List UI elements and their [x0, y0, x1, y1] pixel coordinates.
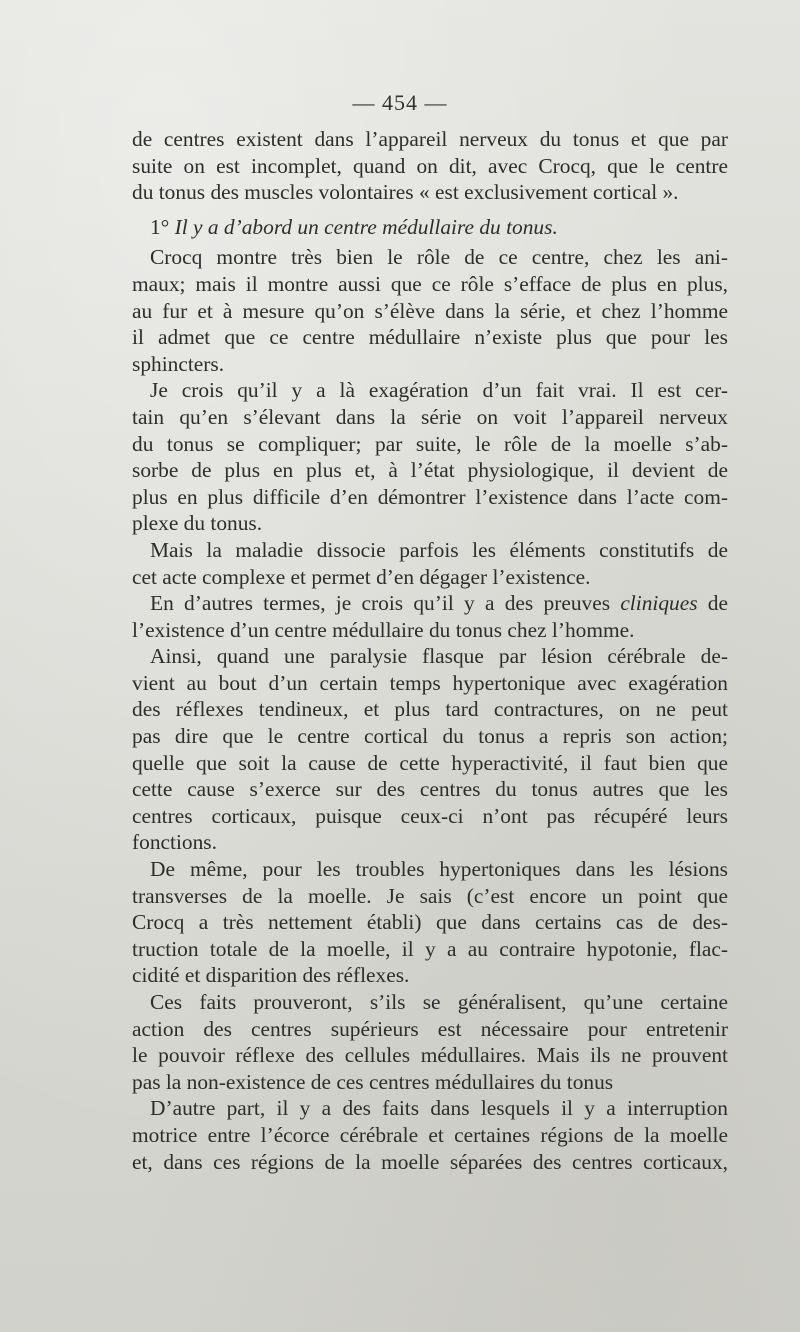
text-line: pas la non-existence de ces centres médullaires du tonus	[132, 1069, 614, 1094]
text-line: sorbe de plus en plus et, à l’état physiologique, il devient de	[132, 458, 728, 483]
text-line: De même, pour les troubles hypertoniques dans les lésions	[150, 857, 728, 882]
text-line: truction totale de la moelle, il y a au contraire hypotonie, flac-	[132, 936, 728, 961]
paragraph	[132, 126, 728, 206]
paragraph	[132, 989, 728, 1095]
text-line: Crocq montre très bien le rôle de ce centre, chez les ani-	[150, 245, 728, 270]
heading-text: Il y a d’abord un centre médullaire du tonus.	[174, 214, 558, 239]
text-line: des réflexes tendineux, et plus tard contractures, on ne peut	[132, 697, 728, 722]
text-line: du tonus des muscles volontaires « est exclusivement cortical ».	[132, 180, 679, 205]
text-line: sphincters.	[132, 351, 225, 376]
paragraph	[132, 1095, 728, 1175]
page-body	[132, 126, 728, 1175]
paragraph	[132, 537, 728, 590]
text-line: plexe du tonus.	[132, 511, 263, 536]
text-line: le pouvoir réflexe des cellules médullaires. Mais ils ne prouvent	[132, 1043, 728, 1068]
text-line: suite on est incomplet, quand on dit, avec Crocq, que le centre	[132, 153, 728, 178]
text-line: vient au bout d’un certain temps hypertonique avec exagération	[132, 670, 728, 695]
text-line: centres corticaux, puisque ceux-ci n’ont pas récupéré leurs	[132, 803, 728, 828]
text-line: motrice entre l’écorce cérébrale et certaines régions de la moelle	[132, 1122, 728, 1147]
text-line: il admet que ce centre médullaire n’existe plus que pour les	[132, 325, 728, 350]
text-line: plus en plus difficile d’en démontrer l’existence dans l’acte com-	[132, 484, 728, 509]
text-line: Mais la maladie dissocie parfois les éléments constitutifs de	[150, 537, 728, 562]
text-line	[132, 590, 728, 617]
text-line: D’autre part, il y a des faits dans lesquels il y a interruption	[150, 1096, 728, 1121]
text-line: fonctions.	[132, 830, 217, 855]
paragraph	[132, 377, 728, 537]
text-line: cidité et disparition des réflexes.	[132, 963, 410, 988]
text-line: Ces faits prouveront, s’ils se généralisent, qu’une certaine	[150, 990, 728, 1014]
paragraph	[132, 856, 728, 989]
text-line: cet acte complexe et permet d’en dégager l’existence.	[132, 564, 591, 589]
text-line: maux; mais il montre aussi que ce rôle s’efface de plus en plus,	[132, 271, 728, 296]
text-line: pas dire que le centre cortical du tonus a repris son action;	[132, 724, 728, 749]
emphasis: cliniques	[620, 591, 698, 616]
text-line: Je crois qu’il y a là exagération d’un fait vrai. Il est cer-	[150, 378, 728, 403]
paragraph	[132, 590, 728, 643]
text-line: Ainsi, quand une paralysie flasque par lésion cérébrale de-	[150, 644, 728, 669]
text-line: quelle que soit la cause de cette hyperactivité, il faut bien que	[132, 750, 728, 775]
text-line: et, dans ces régions de la moelle séparées des centres corticaux,	[132, 1149, 728, 1174]
heading-number: 1°	[150, 214, 170, 239]
text-line: l’existence d’un centre médullaire du tonus chez l’homme.	[132, 617, 635, 642]
text-run: En d’autres termes, je crois qu’il y a des preuves	[150, 591, 621, 616]
section-heading	[132, 214, 728, 241]
text-line: cette cause s’exerce sur des centres du tonus autres que les	[132, 777, 728, 802]
text-line: de centres existent dans l’appareil nerveux du tonus et que par	[132, 127, 728, 151]
text-line: au fur et à mesure qu’on s’élève dans la série, et chez l’homme	[132, 298, 728, 323]
text-line: du tonus se compliquer; par suite, le rôle de la moelle s’ab-	[132, 431, 728, 456]
text-line: action des centres supérieurs est nécessaire pour entretenir	[132, 1016, 728, 1041]
text-line: tain qu’en s’élevant dans la série on voit l’appareil nerveux	[132, 404, 728, 429]
paragraph	[132, 244, 728, 377]
text-line: transverses de la moelle. Je sais (c’est encore un point que	[132, 883, 728, 908]
text-line: Crocq a très nettement établi) que dans certains cas de des-	[132, 910, 728, 935]
page-number: — 454 —	[352, 90, 448, 115]
text-run: de	[697, 591, 729, 616]
paragraph	[132, 643, 728, 856]
